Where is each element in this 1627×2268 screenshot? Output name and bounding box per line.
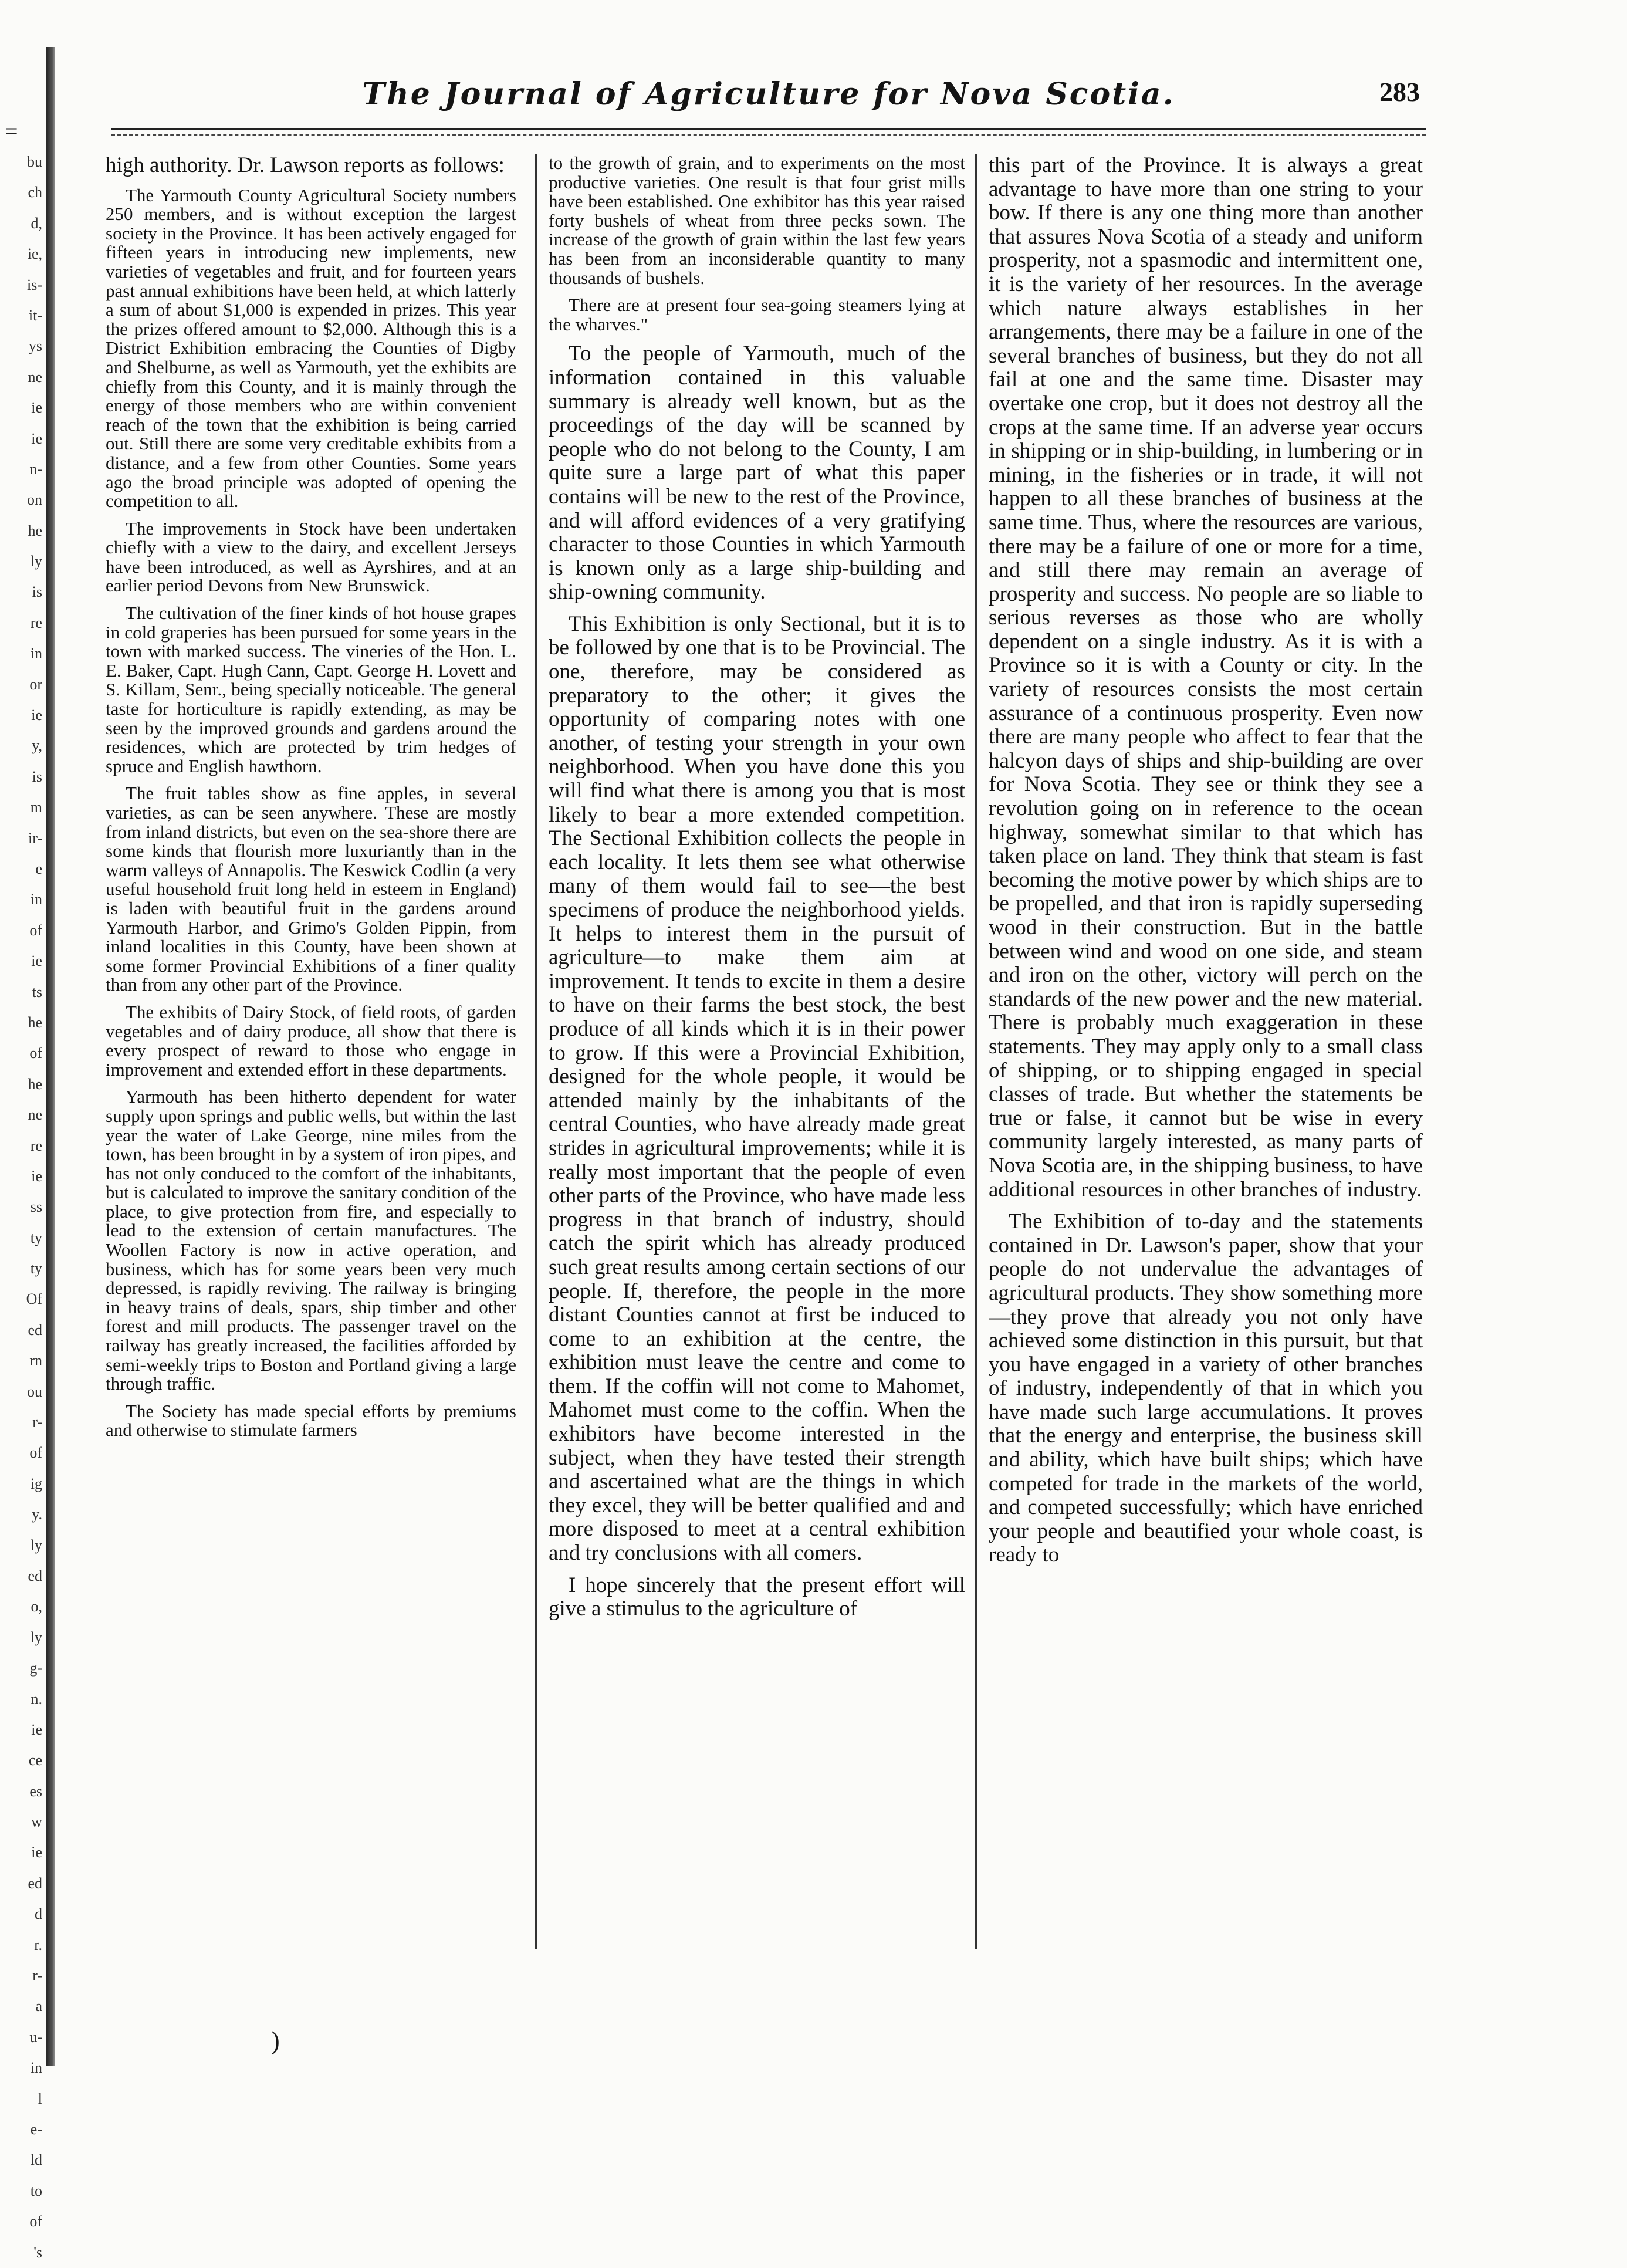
- bleed-fragment: u-: [29, 2028, 42, 2046]
- bleed-fragment: ty: [30, 1229, 42, 1246]
- bleed-fragment: re: [30, 1137, 42, 1154]
- bleed-fragment: d: [35, 1905, 42, 1923]
- column-rule: [535, 154, 537, 1949]
- bleed-fragment: it-: [28, 306, 42, 324]
- bleed-fragment: ne: [28, 368, 42, 386]
- bleed-fragment: ie: [31, 430, 42, 447]
- column-1: [106, 154, 516, 1961]
- paragraph: To the people of Yarmouth, much of the information contained in this valuable summary is already well known, but as the proceedings of the day will be scanned by people who do not belong to the County, I am quite sure a large part of what this paper contains will be new to the rest of the Province, and will afford evidences of a very gratifying character to those Counties in which Yarmouth is known only as a large ship-building and ship-owning community.: [549, 342, 965, 604]
- bleed-fragment: ed: [28, 1567, 42, 1584]
- bleed-fragment: a: [35, 1997, 42, 2015]
- bleed-fragment: ie: [31, 952, 42, 970]
- bleed-fragment: ty: [30, 1260, 42, 1277]
- bleed-fragment: of: [29, 1045, 42, 1062]
- bleed-fragment: ie: [31, 707, 42, 724]
- paragraph: The fruit tables show as fine apples, in several varieties, as can be seen anywhere. These are mostly from inland districts, but even on the sea-shore there are some kinds that flourish more luxuriantly than in the warm valleys of Annapolis. The Keswick Codlin (a very useful household fruit long held in esteem in England) is laden with beautiful fruit in the gardens around Yarmouth Harbor, and Grimo's Golden Pippin, from inland localities in this County, have been shown at some former Provincial Exhibitions of a finer quality than from any other part of the Province.: [106, 783, 516, 995]
- paragraph: high authority. Dr. Lawson reports as follows:: [106, 154, 505, 177]
- bleed-fragment: w: [31, 1813, 42, 1831]
- bleed-fragment: e: [35, 860, 42, 877]
- column-rule: [975, 154, 977, 1949]
- bleed-fragment: l: [38, 2090, 42, 2107]
- bleed-fragment: ie: [31, 1721, 42, 1738]
- bleed-fragment: ir-: [28, 829, 42, 847]
- bleed-fragment: n.: [31, 1690, 42, 1708]
- paragraph: I hope sincerely that the present effort will give a stimulus to the agriculture of: [549, 1573, 965, 1621]
- bleed-fragment: he: [28, 522, 42, 539]
- bleed-fragment: ed: [28, 1321, 42, 1339]
- bleed-fragment: ly: [30, 1628, 42, 1646]
- paragraph: This Exhibition is only Sectional, but it is to be followed by one that is to be Provincial. The one, therefore, may be considered as preparatory to the other; it gives the opportunity of comparing notes with one another, of testing your strength in your own neighborhood. When you have done this you will find what there is among you that is most likely to bear a more extended competition. The Sectional Exhibition collects the people in each locality. It lets them see what otherwise many of them would fail to see—the best specimens of produce the neighborhood yields. It helps to interest them in the pursuit of agriculture—to make them aim at improvement. It tends to excite in them a desire to have on their farms the best stock, the best produce of all kinds which it is in their power to grow. If this were a Provincial Exhibition, designed for the whole people, it would be attended mainly by the inhabitants of the central Counties, who have already made great strides in agricultural improvements; while it is really most important that the people of even other parts of the Province, who have made less progress in that branch of industry, should catch the spirit which has already produced such great results among certain sections of our people. If, therefore, the people in the more distant Counties cannot at first be induced to come to an exhibition at the centre, the exhibition must leave the centre and come to them. If the coffin will not come to Mahomet, Mahomet must come to the coffin. When the exhibitors have become interested in the subject, when they have tested their strength and ascertained what are the things in which they excel, they will be better qualified and and more disposed to meet at a central exhibition and try conclusions with all comers.: [549, 611, 965, 1566]
- margin-mark: =: [5, 118, 18, 144]
- paragraph: The Society has made special efforts by premiums and otherwise to stimulate farmers: [106, 1400, 516, 1441]
- bleed-fragment: n-: [29, 460, 42, 478]
- paragraph: The improvements in Stock have been undertaken chiefly with a view to the dairy, and excellent Jerseys have been introduced, as well as Ayrshires, and at an earlier period Devons from New Brunswick.: [106, 518, 516, 596]
- paragraph: The Yarmouth County Agricultural Society numbers 250 members, and is without exception the largest society in the Province. It has been actively engaged for fifteen years in introducing new implements, new varieties of vegetables and fruit, and for fourteen years past annual exhibitions have been held, at which latterly a sum of about $1,000 is expended in prizes. This year the prizes offered amount to $2,000. Although this is a District Exhibition embracing the Counties of Digby and Shelburne, as well as Yarmouth, yet the exhibits are chiefly from this County, and it is mainly through the energy of those members who are within convenient reach of the town that the exhibition is being carried out. Still there are some very creditable exhibits from a distance, and a few from other Counties. Some years ago the broad principle was adopted of opening the competition to all.: [106, 184, 516, 512]
- bleed-fragment: of: [29, 921, 42, 939]
- bleed-fragment: ou: [27, 1383, 42, 1400]
- journal-title: The Journal of Agriculture for Nova Scotia.: [362, 76, 1175, 112]
- bleed-fragment: ts: [32, 983, 42, 1001]
- bleed-fragment: is: [32, 768, 42, 785]
- bleed-fragment: is: [32, 583, 42, 601]
- bleed-fragment: he: [28, 1075, 42, 1093]
- bleed-fragment: ie,: [27, 245, 42, 263]
- column-3: [989, 154, 1423, 1961]
- bleed-fragment: ld: [30, 2151, 42, 2169]
- bleed-fragment: ie: [31, 1167, 42, 1185]
- bleed-fragment: es: [29, 1782, 42, 1800]
- paragraph: to the growth of grain, and to experiments on the most productive varieties. One result is that four grist mills have been established. One exhibitor has this year raised forty bushels of wheat from three pecks sown. The increase of the growth of grain within the last few years has been from an inconsiderable quantity to many thousands of bushels.: [549, 154, 965, 288]
- bleed-fragment: of: [29, 1444, 42, 1462]
- bleed-fragment: ne: [28, 1106, 42, 1124]
- bleed-fragment: ly: [30, 553, 42, 570]
- bleed-fragment: to: [30, 2182, 42, 2199]
- bleed-fragment: in: [30, 645, 42, 663]
- opposite-page-bleed: [4, 147, 42, 2268]
- bleed-fragment: of: [29, 2213, 42, 2230]
- bleed-fragment: o,: [31, 1598, 42, 1615]
- bleed-fragment: ie: [31, 399, 42, 417]
- bleed-fragment: ce: [28, 1752, 42, 1769]
- bleed-fragment: ss: [30, 1198, 42, 1216]
- column-2: [549, 154, 965, 1961]
- bleed-fragment: ly: [30, 1536, 42, 1554]
- header-rule: [111, 128, 1426, 136]
- bleed-fragment: ig: [30, 1475, 42, 1492]
- page-binding-edge: [46, 47, 55, 2066]
- bleed-fragment: he: [28, 1013, 42, 1031]
- bleed-fragment: d,: [31, 214, 42, 232]
- page-number: 283: [1379, 77, 1420, 107]
- stray-mark: ): [271, 2026, 280, 2055]
- bleed-fragment: ie: [31, 1844, 42, 1861]
- bleed-fragment: Of: [26, 1290, 42, 1308]
- bleed-fragment: ch: [28, 184, 42, 201]
- bleed-fragment: 's: [33, 2243, 42, 2261]
- paragraph: this part of the Province. It is always a great advantage to have more than one string to your bow. If there is any one thing more than another that assures Nova Scotia of a steady and uniform prosperity, not a spasmodic and intermittent one, it is the variety of her resources. In the average which nature always establishes in her arrangements, there may be a failure in one of the several branches of business, but they do not all fail at one and the same time. Disaster may overtake one crop, but it does not destroy all the crops at the same time. If an adverse year occurs in shipping or in ship-building, in lumbering or in mining, in the fisheries or in trade, it will not happen to all these branches of business at the same time. Thus, where the resources are various, there may be a failure of one or more for a time, and still there may remain an average of prosperity and success. No people are so liable to serious reverses as those who are wholly dependent on a single industry. As it is with a Province so it is with a County or city. In the variety of resources consists the most certain assurance of a continuous prosperity. Even now there are many people who affect to fear that the halcyon days of ships and ship-building are over for Nova Scotia. They see or think they see a revolution going on in reference to the ocean highway, somewhat similar to that which has taken place on land. They think that steam is fast becoming the motive power by which ships are to be propelled, and that iron is rapidly superseding wood in their construction. But in the battle between wind and wood on one side, and steam and iron on the other, victory will perch on the standards of the new power and the new material. There is probably much exaggeration in these statements. They may apply only to a small class of shipping, or to shipping engaged in special classes of trade. But whether the statements be true or false, it cannot but be wise in every community largely interested, as many parts of Nova Scotia are, in the shipping business, to have additional resources in other branches of industry.: [989, 154, 1423, 1202]
- bleed-fragment: or: [29, 675, 42, 693]
- bleed-fragment: m: [30, 799, 42, 816]
- bleed-fragment: y,: [32, 737, 42, 755]
- bleed-fragment: re: [30, 614, 42, 631]
- paragraph: Yarmouth has been hitherto dependent for water supply upon springs and public wells, but within the last year the water of Lake George, nine miles from the town, has been brought in by a system of iron pipes, and has not only conduced to the comfort of the inhabitants, but is calculated to improve the sanitary condition of the place, to give protection from fire, and especially to lead to the extension of certain manufactures. The Woollen Factory is now in active operation, and business, which has for some years been very much depressed, is rapidly reviving. The railway is bringing in heavy trains of deals, spars, ship timber and other forest and mill products. The passenger travel on the railway has greatly increased, the facilities afforded by semi-weekly trips to Boston and Portland giving a large through traffic.: [106, 1086, 516, 1394]
- bleed-fragment: r-: [32, 1414, 42, 1431]
- bleed-fragment: in: [30, 891, 42, 908]
- bleed-fragment: e-: [30, 2121, 42, 2138]
- running-header: [117, 76, 1420, 123]
- bleed-fragment: on: [27, 491, 42, 509]
- paragraph: There are at present four sea-going steamers lying at the wharves.": [549, 295, 965, 334]
- bleed-fragment: in: [30, 2059, 42, 2077]
- bleed-fragment: bu: [27, 153, 42, 170]
- bleed-fragment: ys: [28, 337, 42, 355]
- bleed-fragment: y.: [32, 1506, 42, 1523]
- bleed-fragment: r-: [32, 1967, 42, 1985]
- bleed-fragment: g-: [29, 1659, 42, 1677]
- bleed-fragment: rn: [29, 1352, 42, 1370]
- bleed-fragment: is-: [27, 276, 42, 293]
- bleed-fragment: r.: [34, 1936, 42, 1953]
- paragraph: The cultivation of the finer kinds of hot house grapes in cold graperies has been pursued for some years in the town with marked success. The vineries of the Hon. L. E. Baker, Capt. Hugh Cann, Capt. George H. Lovett and S. Killam, Senr., being specially noticeable. The general taste for horticulture is rapidly extending, as may be seen by the improved grounds and gardens around the residences, which are protected by trim hedges of spruce and English hawthorn.: [106, 603, 516, 776]
- paragraph: The Exhibition of to-day and the statements contained in Dr. Lawson's paper, show that your people do not undervalue the advantages of agricultural products. They show something more—they prove that already you not only have achieved some distinction in this pursuit, but that you have engaged in a variety of other branches of industry, independently of that in which you have made such large accumulations. It proves that the energy and enterprise, the business skill and ability, which have built ships; which have competed for trade in the markets of the world, and competed successfully; which have enriched your people and beautified your whole coast, is ready to: [989, 1209, 1423, 1567]
- bleed-fragment: ed: [28, 1874, 42, 1892]
- paragraph: The exhibits of Dairy Stock, of field roots, of garden vegetables and of dairy produce, all show that there is every prospect of reward to those who engage in improvement and extended effort in these departments.: [106, 1001, 516, 1080]
